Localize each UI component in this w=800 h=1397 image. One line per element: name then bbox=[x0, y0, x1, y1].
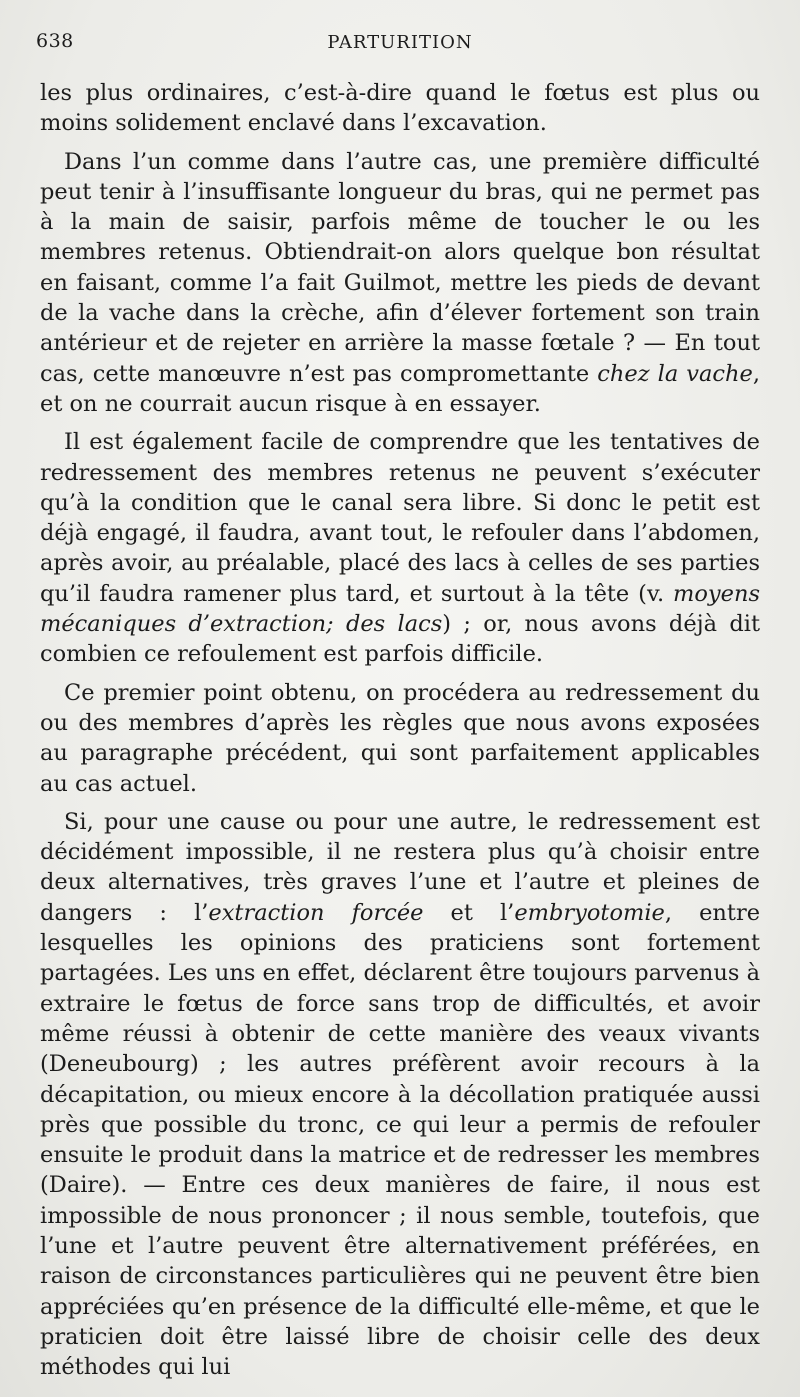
paragraph bbox=[40, 678, 760, 799]
paragraph bbox=[40, 807, 760, 1383]
paragraph bbox=[40, 147, 760, 420]
body-text bbox=[40, 78, 760, 1382]
text-run: Il est également facile de comprendre que les tentatives de redressement des membres retenus ne peuvent s’exécuter qu’à la condition que le canal sera libre. Si donc le petit est déjà engagé, il faudra, avant tout, le refouler dans l’abdomen, après avoir, au préalable, placé des lacs à celles de ses parties qu’il faudra ramener plus tard, et surtout à la tête (v. bbox=[40, 429, 760, 607]
page-number: 638 bbox=[36, 30, 74, 52]
text-run: , et on ne courrait aucun risque à en essayer. bbox=[40, 360, 760, 417]
paragraph bbox=[40, 427, 760, 669]
italic-text: extraction forcée bbox=[208, 899, 424, 926]
text-run: Si, pour une cause ou pour une autre, le redressement est décidément impossible, il ne restera plus qu’à choisir entre deux alternatives, très graves l’une et l’autre et pleines de dangers : l’ bbox=[40, 808, 760, 926]
running-title: PARTURITION bbox=[327, 32, 473, 53]
paragraph bbox=[40, 78, 760, 139]
text-run: ) ; or, nous avons déjà dit combien ce refoulement est parfois difficile. bbox=[40, 611, 760, 668]
text-run: et l’ bbox=[423, 899, 515, 926]
text-run: , entre lesquelles les opinions des praticiens sont fortement partagées. Les uns en effet, déclarent être toujours parvenus à extraire le fœtus de force sans trop de difficultés, et avoir même réussi à obtenir de cette manière des veaux vivants (Deneubourg) ; les autres préfèrent avoir recours à la décapitation, ou mieux encore à la décollation pratiquée aussi près que possible du tronc, ce qui leur a permis de refouler ensuite le produit dans la matrice et de redresser les membres (Daire). — Entre ces deux manières de faire, il nous est impossible de nous prononcer ; il nous semble, toutefois, que l’une et l’autre peuvent être alternativement préférées, en raison de circonstances particulières qui ne peuvent être bien appréciées qu’en présence de la difficulté elle-même, et que le praticien doit être laissé libre de choisir celle des deux méthodes qui lui bbox=[40, 899, 761, 1381]
italic-text: chez la vache bbox=[597, 360, 753, 387]
text-run: les plus ordinaires, c’est-à-dire quand le fœtus est plus ou moins solidement enclavé dans l’excavation. bbox=[40, 80, 760, 137]
italic-text: moyens mécaniques d’extraction; des lacs bbox=[40, 580, 760, 638]
italic-text: embryotomie bbox=[514, 899, 665, 926]
text-run: Ce premier point obtenu, on procédera au redressement du ou des membres d’après les règles que nous avons exposées au paragraphe précédent, qui sont parfaitement applicables au cas actuel. bbox=[40, 679, 760, 797]
text-run: Dans l’un comme dans l’autre cas, une première difficulté peut tenir à l’insuffisante longueur du bras, qui ne permet pas à la main de saisir, parfois même de toucher le ou les membres retenus. Obtiendrait-on alors quelque bon résultat en faisant, comme l’a fait Guilmot, mettre les pieds de devant de la vache dans la crèche, afin d’élever fortement son train antérieur et de rejeter en arrière la masse fœtale ? — En tout cas, cette manœuvre n’est pas compromettante bbox=[40, 148, 760, 387]
